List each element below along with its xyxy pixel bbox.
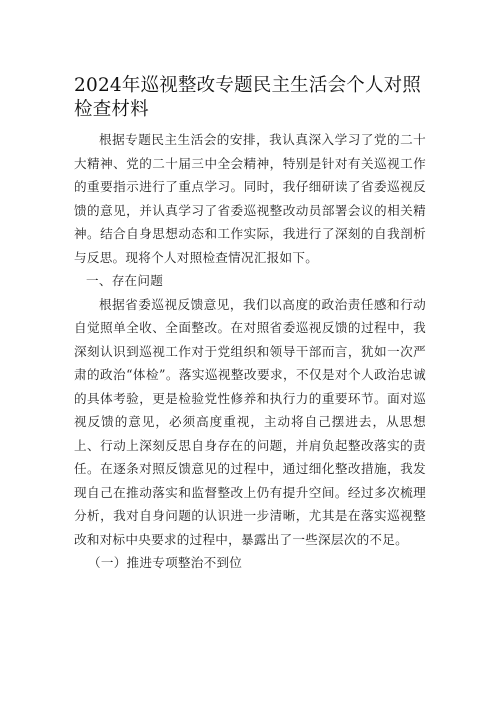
problems-paragraph: 根据省委巡视反馈意见，我们以高度的政治责任感和行动自觉照单全收、全面整改。在对照省委巡视反馈的过程中，我深刻认识到巡视工作对于党组织和领导干部而言，犹如一次严肃的政治“体检”。落实巡视整改要求，不仅是对个人政治忠诚的具体考验，更是检验党性修养和执行力的重要环节。面对巡视反馈的意见，必须高度重视，主动将自己摆进去，从思想上、行动上深刻反思自身存在的问题，并肩负起整改落实的责任。在逐条对照反馈意见的过程中，通过细化整改措施，我发现自己在推动落实和监督整改上仍有提升空间。经过多次梳理分析，我对自身问题的认识进一步清晰，尤其是在落实巡视整改和对标中央要求的过程中，暴露出了一些深层次的不足。 <box>74 296 426 547</box>
subsection-heading-1: （一）推进专项整治不到位 <box>88 555 243 570</box>
intro-paragraph: 根据专题民主生活会的安排，我认真深入学习了党的二十大精神、党的二十届三中全会精神，特别是针对有关巡视工作的重要指示进行了重点学习。同时，我仔细研读了省委巡视反馈的意见，并认真学习了省委巡视整改动员部署会议的相关精神。结合自身思想动态和工作实际，我进行了深刻的自我剖析与反思。现将个人对照检查情况汇报如下。 <box>74 132 426 265</box>
document-body <box>74 128 426 575</box>
section-heading-problems: 一、存在问题 <box>86 273 164 288</box>
document-title: 2024年巡视整改专题民主生活会个人对照检查材料 <box>74 75 422 120</box>
